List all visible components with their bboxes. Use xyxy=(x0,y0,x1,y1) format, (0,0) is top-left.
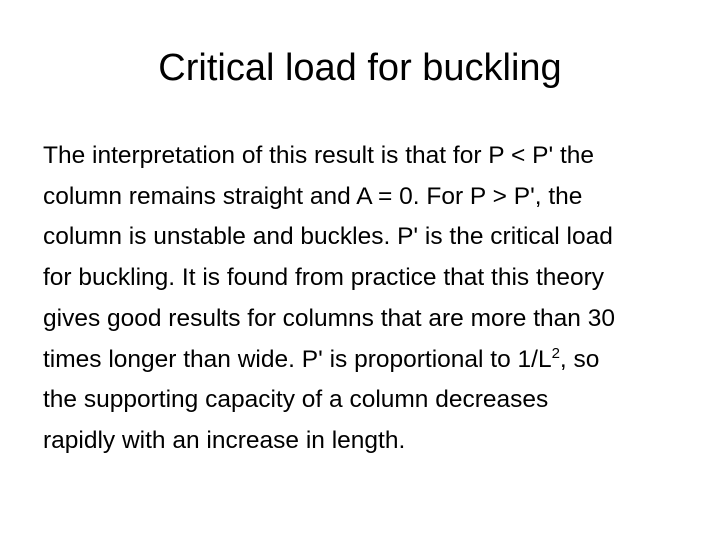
body-line-text: , so xyxy=(559,345,600,373)
body-line: column is unstable and buckles. P' is the critical load xyxy=(43,223,613,251)
exponent-superscript: 2 xyxy=(551,344,560,362)
body-line: the supporting capacity of a column decreases xyxy=(43,386,549,414)
body-line-formula xyxy=(43,340,708,381)
body-paragraph xyxy=(43,136,708,462)
body-line: The interpretation of this result is that for P < P' the xyxy=(43,142,594,169)
body-line: column remains straight and A = 0. For P > P', the xyxy=(43,182,583,210)
body-line: gives good results for columns that are more than 30 xyxy=(43,304,615,332)
body-line-text: times longer than wide. P' is proportional to 1/L xyxy=(43,345,552,373)
body-line: for buckling. It is found from practice that this theory xyxy=(43,264,605,292)
slide-title: Critical load for buckling xyxy=(158,47,562,89)
body-line: rapidly with an increase in length. xyxy=(43,426,406,454)
